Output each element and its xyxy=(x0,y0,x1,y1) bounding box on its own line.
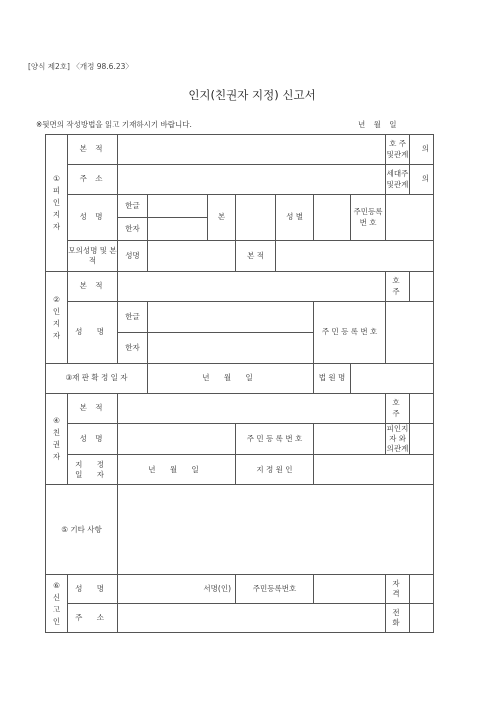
s2-hoju-label: 호 주 xyxy=(386,272,410,302)
s6-name-label: 성 명 xyxy=(68,575,118,604)
s4-bonjeok-field[interactable] xyxy=(118,394,386,424)
s1-rrn-field[interactable] xyxy=(386,195,434,241)
s6-rrn-label: 주민등록번호 xyxy=(236,575,314,604)
s2-bonjeok-label: 본 적 xyxy=(68,272,118,302)
s1-bonjeok-field[interactable] xyxy=(118,135,386,165)
s4-jijeong-cause-field[interactable] xyxy=(314,455,434,485)
s2-name-hanja-field[interactable] xyxy=(148,333,314,364)
s2-name-hangul-field[interactable] xyxy=(148,302,314,333)
s6-qualification-label: 자 격 xyxy=(386,575,410,604)
s3-court-label: 법 원 명 xyxy=(314,364,351,394)
s4-jijeong-cause-label: 지 정 원 인 xyxy=(236,455,314,485)
s1-hanja-label: 한자 xyxy=(118,218,148,241)
form-title: 인지(친권자 지정) 신고서 xyxy=(188,88,316,102)
s6-juso-label: 주 소 xyxy=(68,604,118,633)
s5-label: ⑤ 기타 사항 xyxy=(46,485,118,575)
s2-label: 인지자 xyxy=(52,306,61,340)
s4-label: 친권자 xyxy=(52,428,61,462)
s4-label-cell: ④ 친권자 xyxy=(46,394,68,485)
s2-rrn-label: 주 민 등 록 번 호 xyxy=(314,302,386,364)
s4-relation-field[interactable] xyxy=(410,424,434,455)
s6-juso-field[interactable] xyxy=(118,604,386,633)
s4-name-label: 성 명 xyxy=(68,424,118,455)
s1-hoju-rel-field[interactable]: 의 xyxy=(410,135,434,165)
s1-label-cell: ① 피인지자 xyxy=(46,135,68,272)
s1-juso-label: 주 소 xyxy=(68,165,118,195)
s1-name-hangul-field[interactable] xyxy=(148,195,208,218)
s1-name-label: 성 명 xyxy=(68,195,118,241)
s1-mother-name-label: 성명 xyxy=(118,241,148,272)
s4-jijeong-date-field[interactable]: 년 월 일 xyxy=(118,455,236,485)
s4-hoju-field[interactable] xyxy=(410,394,434,424)
s6-phone-label: 전 화 xyxy=(386,604,410,633)
report-form-table xyxy=(45,134,434,633)
s1-sedaeju-label: 세대주 및관계 xyxy=(386,165,410,195)
s4-rrn-label: 주 민 등 록 번 호 xyxy=(236,424,314,455)
s4-hoju-label: 호 주 xyxy=(386,394,410,424)
s1-mother-label: 모의성명 및 본적 xyxy=(68,241,118,272)
s6-label: 신고인 xyxy=(52,592,61,626)
s1-bon-field[interactable] xyxy=(236,195,276,241)
s1-mother-name-field[interactable] xyxy=(148,241,236,272)
s2-label-cell: ② 인지자 xyxy=(46,272,68,364)
s3-date-field[interactable]: 년 월 일 xyxy=(148,364,314,394)
report-date: 년 월 일 xyxy=(358,120,397,129)
s2-hanja-label: 한자 xyxy=(118,333,148,364)
s1-rrn-label: 주민등록 번 호 xyxy=(351,195,386,241)
s1-bon-label: 본 xyxy=(208,195,236,241)
s1-mother-bonjeok-field[interactable] xyxy=(276,241,434,272)
s1-sex-label: 성 별 xyxy=(276,195,314,241)
s6-rrn-field[interactable] xyxy=(314,575,386,604)
s6-name-field[interactable]: 서명(인) xyxy=(118,575,236,604)
s6-label-cell: ⑥ 신고인 xyxy=(46,575,68,633)
s6-phone-field[interactable] xyxy=(410,604,434,633)
s4-name-field[interactable] xyxy=(118,424,236,455)
s4-rrn-field[interactable] xyxy=(314,424,386,455)
s2-bonjeok-field[interactable] xyxy=(118,272,386,302)
s1-juso-field[interactable] xyxy=(118,165,386,195)
form-code: [양식 제2호] 〈개정 98.6.23〉 xyxy=(28,62,133,71)
s1-sex-field[interactable] xyxy=(314,195,351,241)
s1-hangul-label: 한글 xyxy=(118,195,148,218)
s3-court-field[interactable] xyxy=(351,364,434,394)
s3-label: ③재 판 확 정 일 자 xyxy=(46,364,148,394)
s4-bonjeok-label: 본 적 xyxy=(68,394,118,424)
s2-rrn-field[interactable] xyxy=(386,302,434,364)
s4-jijeong-date-label: 지 정 일 자 xyxy=(68,455,118,485)
s1-sedaeju-field[interactable]: 의 xyxy=(410,165,434,195)
s4-relation-label: 피인지자 와의관계 xyxy=(386,424,409,454)
s1-mother-bonjeok-label: 본 적 xyxy=(236,241,276,272)
s6-qualification-field[interactable] xyxy=(410,575,434,604)
s5-field[interactable] xyxy=(118,485,434,575)
instruction-note: ※뒷면의 작성방법을 읽고 기재하시기 바랍니다. xyxy=(36,120,192,129)
s1-hoju-rel-label: 호 주 및관계 xyxy=(386,135,410,165)
s1-label: 피인지자 xyxy=(52,186,61,231)
s2-hoju-field[interactable] xyxy=(410,272,434,302)
s2-hangul-label: 한글 xyxy=(118,302,148,333)
s1-bonjeok-label: 본 적 xyxy=(68,135,118,165)
s1-name-hanja-field[interactable] xyxy=(148,218,208,241)
s2-name-label: 성 명 xyxy=(68,302,118,364)
